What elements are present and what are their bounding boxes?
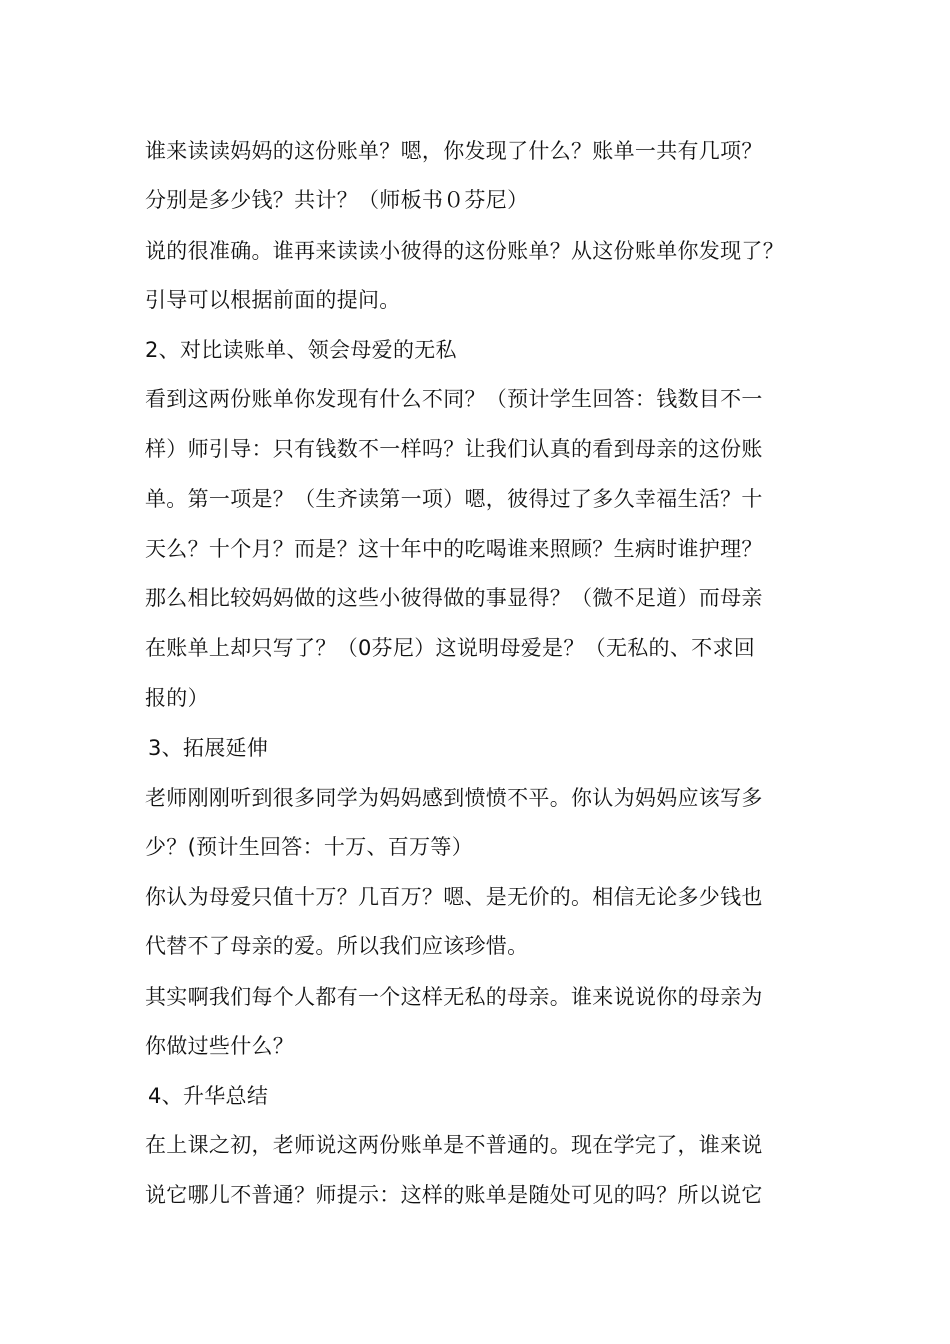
paragraph-line: 其实啊我们每个人都有一个这样无私的母亲。谁来说说你的母亲为 — [145, 985, 763, 1009]
paragraph-line: 说它哪儿不普通？师提示：这样的账单是随处可见的吗？所以说它 — [145, 1183, 763, 1207]
section-heading: 4、升华总结 — [148, 1084, 269, 1108]
paragraph-line: 看到这两份账单你发现有什么不同？（预计学生回答：钱数目不一 — [145, 387, 763, 411]
paragraph-line: 报的） — [145, 686, 209, 710]
paragraph-line: 那么相比较妈妈做的这些小彼得做的事显得？（微不足道）而母亲 — [145, 586, 763, 610]
paragraph-line: 引导可以根据前面的提问。 — [145, 288, 401, 312]
paragraph-line: 少？(预计生回答：十万、百万等） — [145, 835, 473, 859]
paragraph-line: 分别是多少钱？共计？（师板书０芬尼） — [145, 188, 529, 212]
paragraph-line: 天么？十个月？而是？这十年中的吃喝谁来照顾？生病时谁护理？ — [145, 537, 763, 561]
paragraph-line: 说的很准确。谁再来读读小彼得的这份账单？从这份账单你发现了？ — [145, 239, 784, 263]
paragraph-line: 代替不了母亲的爱。所以我们应该珍惜。 — [145, 934, 529, 958]
paragraph-line: 谁来读读妈妈的这份账单？嗯，你发现了什么？账单一共有几项？ — [145, 139, 763, 163]
paragraph-line: 在账单上却只写了？（0芬尼）这说明母爱是？（无私的、不求回 — [145, 636, 756, 660]
paragraph-line: 样）师引导：只有钱数不一样吗？让我们认真的看到母亲的这份账 — [145, 437, 763, 461]
section-heading: 3、拓展延伸 — [148, 736, 269, 760]
paragraph-line: 老师刚刚听到很多同学为妈妈感到愤愤不平。你认为妈妈应该写多 — [145, 786, 763, 810]
section-heading: 2、对比读账单、领会母爱的无私 — [145, 338, 457, 362]
paragraph-line: 你做过些什么？ — [145, 1034, 295, 1058]
paragraph-line: 单。第一项是？（生齐读第一项）嗯，彼得过了多久幸福生活？十 — [145, 487, 763, 511]
paragraph-line: 在上课之初，老师说这两份账单是不普通的。现在学完了，谁来说 — [145, 1133, 763, 1157]
paragraph-line: 你认为母爱只值十万？几百万？嗯、是无价的。相信无论多少钱也 — [145, 885, 763, 909]
